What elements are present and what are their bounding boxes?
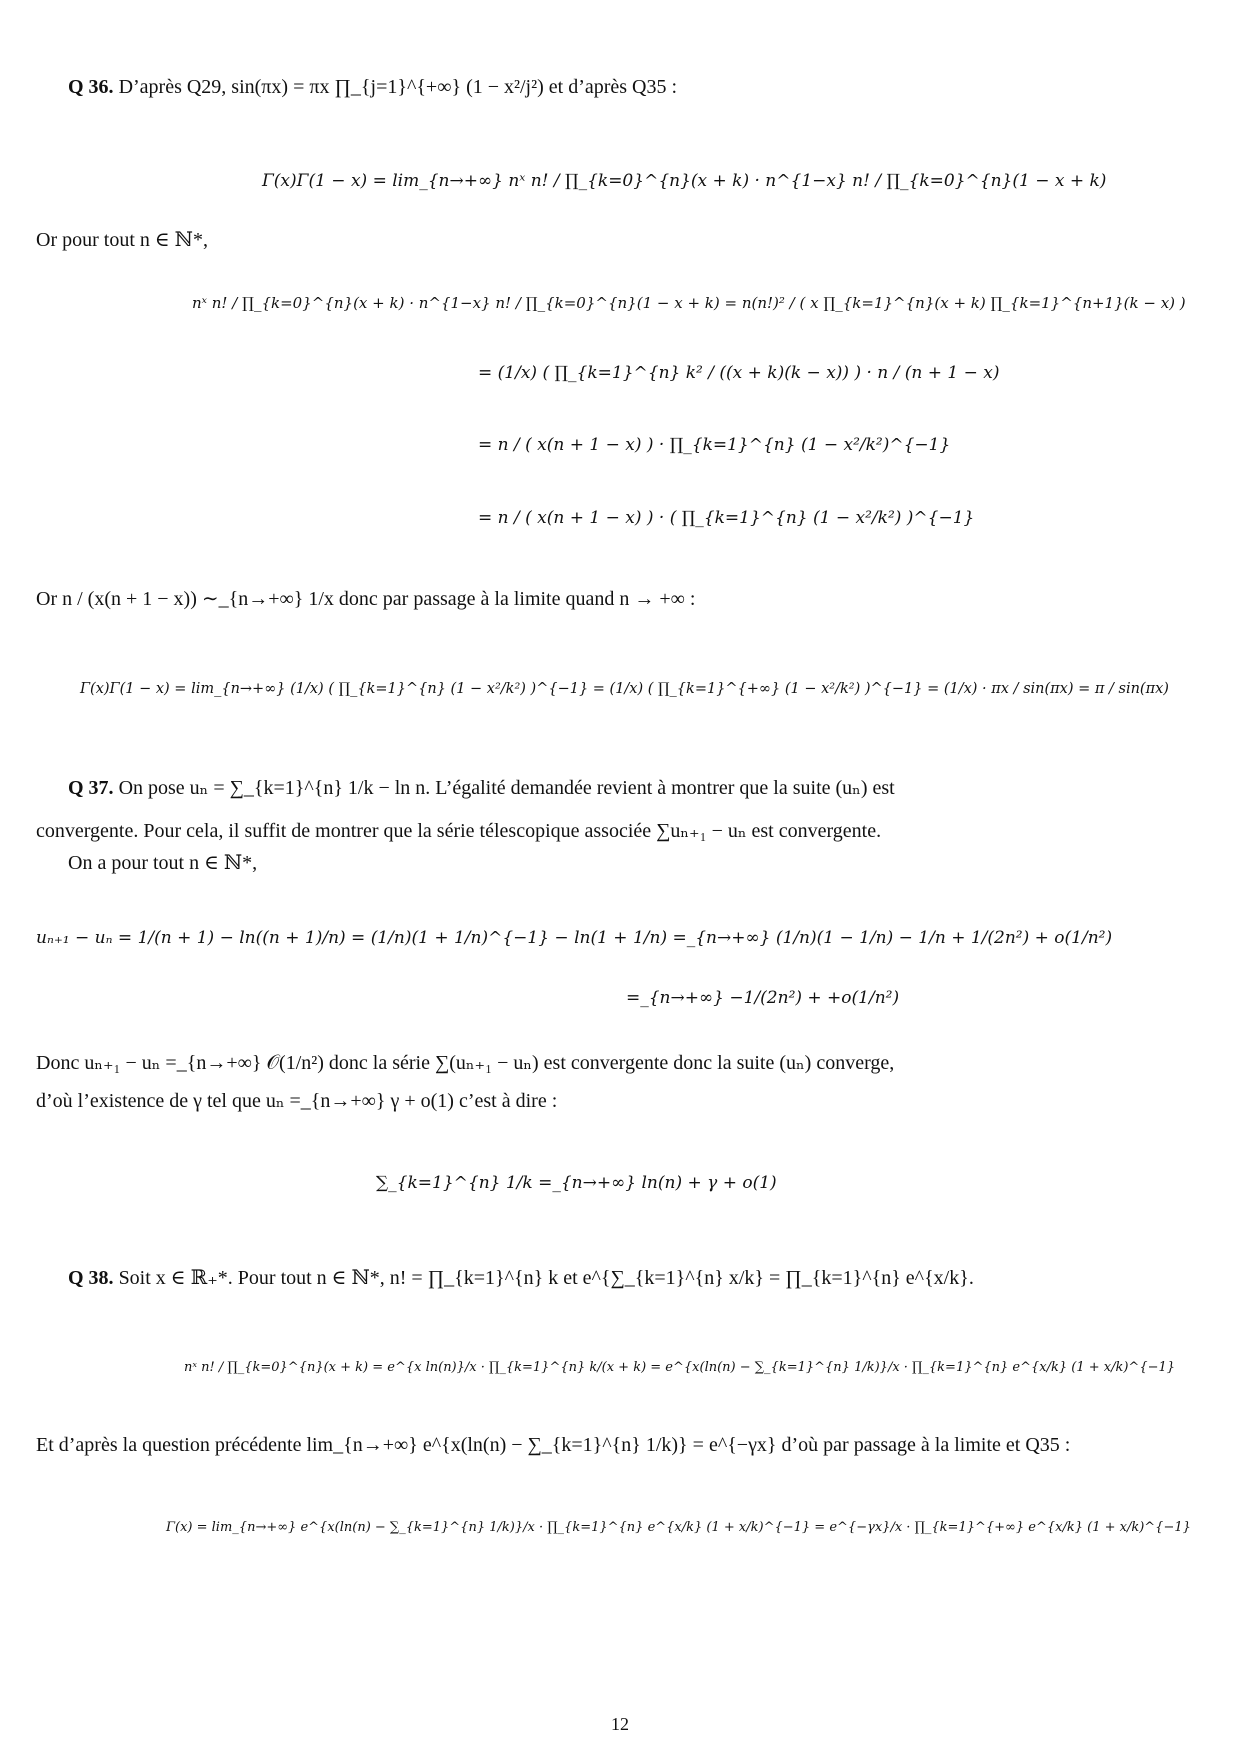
q36-chain-step-1: nˣ n! / ∏_{k=0}^{n}(x + k) · n^{1−x} n! / ∏_{k=0}^{n}(1 − x + k) = n(n!)² / ( x ∏_{k=1}^{n}(x + k) ∏_{k=1}^{n+1}(k − x) ) xyxy=(192,294,1186,312)
q37-intro-text-a: On pose uₙ = ∑_{k=1}^{n} 1/k − ln n. L’égalité demandée revient à montrer que la suite (uₙ) est xyxy=(118,777,895,799)
q37-equation-2: =_{n→+∞} −1/(2n²) + +o(1/n²) xyxy=(626,988,900,1008)
q38-intro-text: Soit x ∈ ℝ₊*. Pour tout n ∈ ℕ*, n! = ∏_{k=1}^{n} k et e^{∑_{k=1}^{n} x/k} = ∏_{k=1}^{n} e^{x/k}. xyxy=(118,1267,974,1289)
q36-chain-step-3: = n / ( x(n + 1 − x) ) · ∏_{k=1}^{n} (1 − x²/k²)^{−1} xyxy=(478,435,951,455)
q37-donc-line-1: Donc uₙ₊₁ − uₙ =_{n→+∞} 𝒪(1/n²) donc la série ∑(uₙ₊₁ − uₙ) est convergente donc la suite (uₙ) converge, xyxy=(36,1052,895,1074)
page-number: 12 xyxy=(611,1714,629,1734)
q37-intro-line-2: convergente. Pour cela, il suffit de montrer que la série télescopique associée ∑uₙ₊₁ − uₙ est convergente. xyxy=(36,820,882,842)
q36-or-pour-tout: Or pour tout n ∈ ℕ*, xyxy=(36,229,208,251)
q38-apres-line: Et d’après la question précédente lim_{n→+∞} e^{x(ln(n) − ∑_{k=1}^{n} 1/k)} = e^{−γx} d’où par passage à la limite et Q35 : xyxy=(36,1434,1071,1456)
q36-final-equation: Γ(x)Γ(1 − x) = lim_{n→+∞} (1/x) ( ∏_{k=1}^{n} (1 − x²/k²) )^{−1} = (1/x) ( ∏_{k=1}^{+∞} (1 − x²/k²) )^{−1} = (1/x) · πx / sin(πx) = π / sin(πx) xyxy=(80,681,1169,697)
q36-label: Q 36. xyxy=(68,76,114,98)
q36-intro-text: D’après Q29, sin(πx) = πx ∏_{j=1}^{+∞} (1 − x²/j²) et d’après Q35 : xyxy=(118,76,678,98)
q36-chain-step-4: = n / ( x(n + 1 − x) ) · ( ∏_{k=1}^{n} (1 − x²/k²) )^{−1} xyxy=(478,508,975,528)
q36-chain-step-2: = (1/x) ( ∏_{k=1}^{n} k² / ((x + k)(k − x)) ) · n / (n + 1 − x) xyxy=(478,363,1000,383)
q37-donc-line-2: d’où l’existence de γ tel que uₙ =_{n→+∞} γ + o(1) c’est à dire : xyxy=(36,1090,558,1112)
q37-label: Q 37. xyxy=(68,777,114,799)
q36-gamma-product-equation: Γ(x)Γ(1 − x) = lim_{n→+∞} nˣ n! / ∏_{k=0}^{n}(x + k) · n^{1−x} n! / ∏_{k=0}^{n}(1 − x + k) xyxy=(262,171,1107,191)
q38-final-equation: Γ(x) = lim_{n→+∞} e^{x(ln(n) − ∑_{k=1}^{n} 1/k)}/x · ∏_{k=1}^{n} e^{x/k} (1 + x/k)^{−1} = e^{−γx}/x · ∏_{k=1}^{+∞} e^{x/k} (1 + x/k)^{−1} xyxy=(166,1520,1191,1535)
q38-equation-1: nˣ n! / ∏_{k=0}^{n}(x + k) = e^{x ln(n)}/x · ∏_{k=1}^{n} k/(x + k) = e^{x(ln(n) − ∑_{k=1}^{n} 1/k)}/x · ∏_{k=1}^{n} e^{x/k} (1 + x/k)^{−1} xyxy=(184,1360,1176,1375)
q37-on-a: On a pour tout n ∈ ℕ*, xyxy=(68,852,258,874)
q37-equation-1: uₙ₊₁ − uₙ = 1/(n + 1) − ln((n + 1)/n) = (1/n)(1 + 1/n)^{−1} − ln(1 + 1/n) =_{n→+∞} (1/n)(1 − 1/n) − 1/n + 1/(2n²) + o(1/n²) xyxy=(36,928,1113,948)
q38-intro-line xyxy=(68,1265,974,1291)
q37-result-equation: ∑_{k=1}^{n} 1/k =_{n→+∞} ln(n) + γ + o(1) xyxy=(376,1173,777,1193)
q38-label: Q 38. xyxy=(68,1267,114,1289)
q37-intro-line-1 xyxy=(68,775,895,801)
q36-intro-line xyxy=(68,74,677,100)
q36-equivalence-line: Or n / (x(n + 1 − x)) ∼_{n→+∞} 1/x donc par passage à la limite quand n → +∞ : xyxy=(36,588,696,610)
